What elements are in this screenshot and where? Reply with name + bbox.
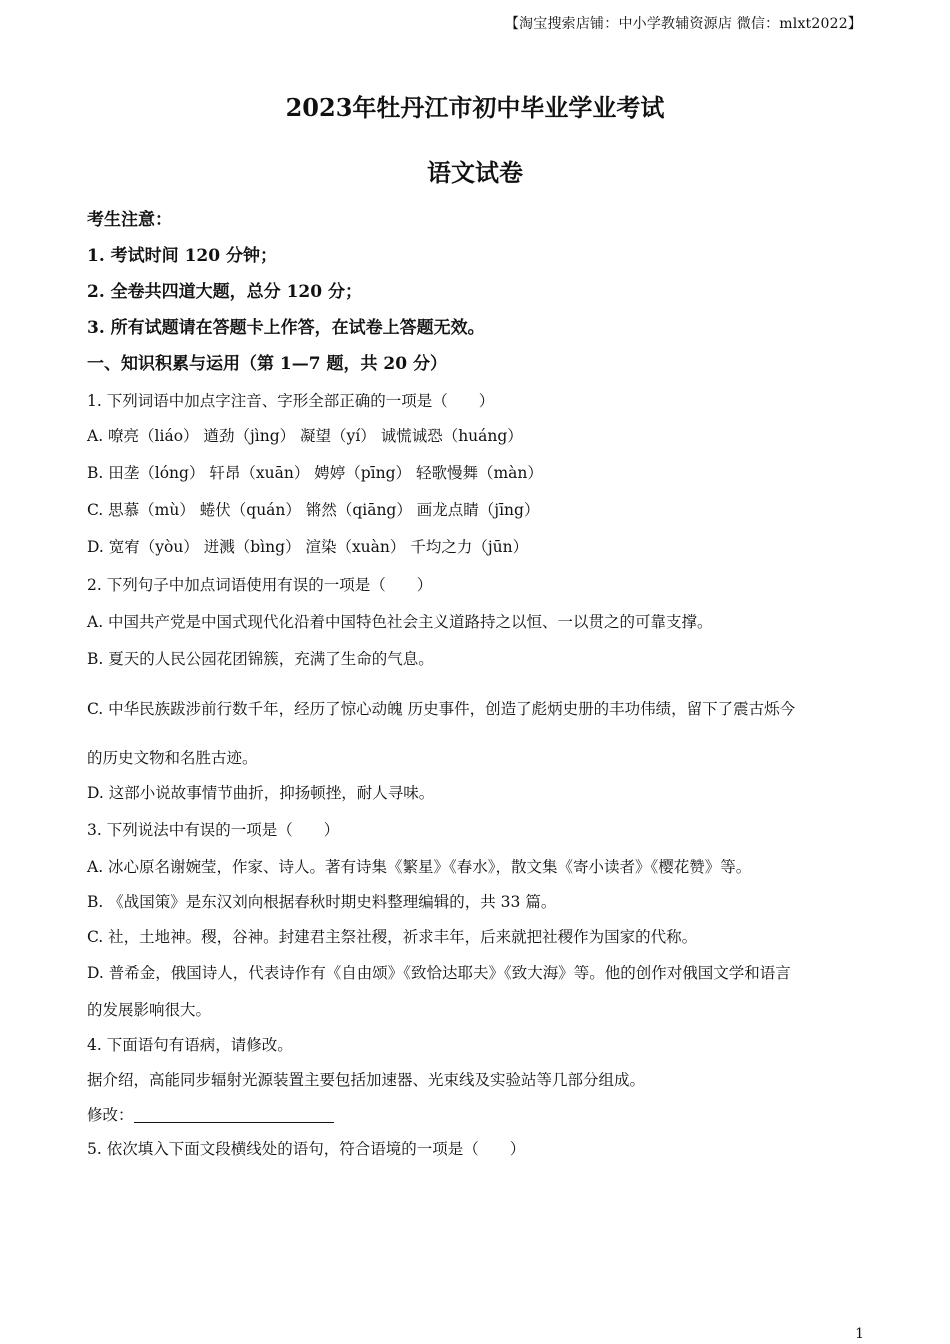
question-1-option-c: C. 思慕（mù） 蜷伏（quán） 锵然（qiāng） 画龙点睛（jīng） bbox=[87, 501, 540, 519]
notice-item: 1. 考试时间 120 分钟； bbox=[87, 246, 277, 266]
question-2-option-c-cont: 的历史文物和名胜古迹。 bbox=[87, 749, 258, 767]
question-3-option-c: C. 社，土地神。稷，谷神。封建君主祭社稷，祈求丰年，后来就把社稷作为国家的代称。 bbox=[87, 928, 698, 946]
exam-subtitle: 语文试卷 bbox=[427, 158, 523, 187]
answer-blank[interactable] bbox=[134, 1106, 334, 1123]
question-1-option-b: B. 田垄（lóng） 轩昂（xuān） 娉婷（pīng） 轻歌慢舞（màn） bbox=[87, 464, 543, 482]
question-1-stem: 1. 下列词语中加点字注音、字形全部正确的一项是（ ） bbox=[87, 392, 495, 410]
notice-item: 2. 全卷共四道大题，总分 120 分； bbox=[87, 282, 362, 302]
question-3-option-b: B. 《战国策》是东汉刘向根据春秋时期史料整理编辑的，共 33 篇。 bbox=[87, 893, 557, 911]
notice-heading: 考生注意： bbox=[87, 210, 172, 230]
question-2-option-a: A. 中国共产党是中国式现代化沿着中国特色社会主义道路持之以恒、一以贯之的可靠支撑。 bbox=[87, 613, 713, 631]
section-heading: 一、知识积累与运用（第 1—7 题，共 20 分） bbox=[87, 354, 447, 374]
question-3-stem: 3. 下列说法中有误的一项是（ ） bbox=[87, 821, 340, 839]
page-header: 【淘宝搜索店铺：中小学教辅资源店 微信：mlxt2022】 bbox=[504, 16, 862, 32]
question-3-option-a: A. 冰心原名谢婉莹，作家、诗人。著有诗集《繁星》《春水》，散文集《寄小读者》《樱花赞》等。 bbox=[87, 858, 752, 876]
question-1-option-a: A. 嘹亮（liáo） 遒劲（jìng） 凝望（yí） 诚慌诚恐（huáng） bbox=[87, 427, 523, 445]
question-4-stem: 4. 下面语句有语病，请修改。 bbox=[87, 1036, 293, 1054]
answer-label: 修改： bbox=[87, 1106, 134, 1124]
question-3-option-d: D. 普希金，俄国诗人，代表诗作有《自由颂》《致恰达耶夫》《致大海》等。他的创作对俄国文学和语言 bbox=[87, 964, 791, 982]
question-2-stem: 2. 下列句子中加点词语使用有误的一项是（ ） bbox=[87, 576, 433, 594]
question-4-answer bbox=[87, 1104, 334, 1126]
question-5-stem: 5. 依次填入下面文段横线处的语句，符合语境的一项是（ ） bbox=[87, 1140, 526, 1158]
question-2-option-b: B. 夏天的人民公园花团锦簇，充满了生命的气息。 bbox=[87, 650, 434, 668]
question-2-option-c: C. 中华民族跋涉前行数千年，经历了惊心动魄 历史事件，创造了彪炳史册的丰功伟绩，留下了震古烁今 bbox=[87, 700, 796, 718]
question-4-sentence: 据介绍，高能同步辐射光源装置主要包括加速器、光束线及实验站等几部分组成。 bbox=[87, 1071, 646, 1089]
question-2-option-d: D. 这部小说故事情节曲折，抑扬顿挫，耐人寻味。 bbox=[87, 784, 435, 802]
question-3-option-d-cont: 的发展影响很大。 bbox=[87, 1001, 212, 1019]
notice-item: 3. 所有试题请在答题卡上作答，在试卷上答题无效。 bbox=[87, 318, 485, 338]
exam-title: 2023年牡丹江市初中毕业学业考试 bbox=[285, 93, 665, 122]
page-number: 1 bbox=[855, 1326, 864, 1342]
question-1-option-d: D. 宽宥（yòu） 迸溅（bìng） 渲染（xuàn） 千均之力（jūn） bbox=[87, 538, 529, 556]
